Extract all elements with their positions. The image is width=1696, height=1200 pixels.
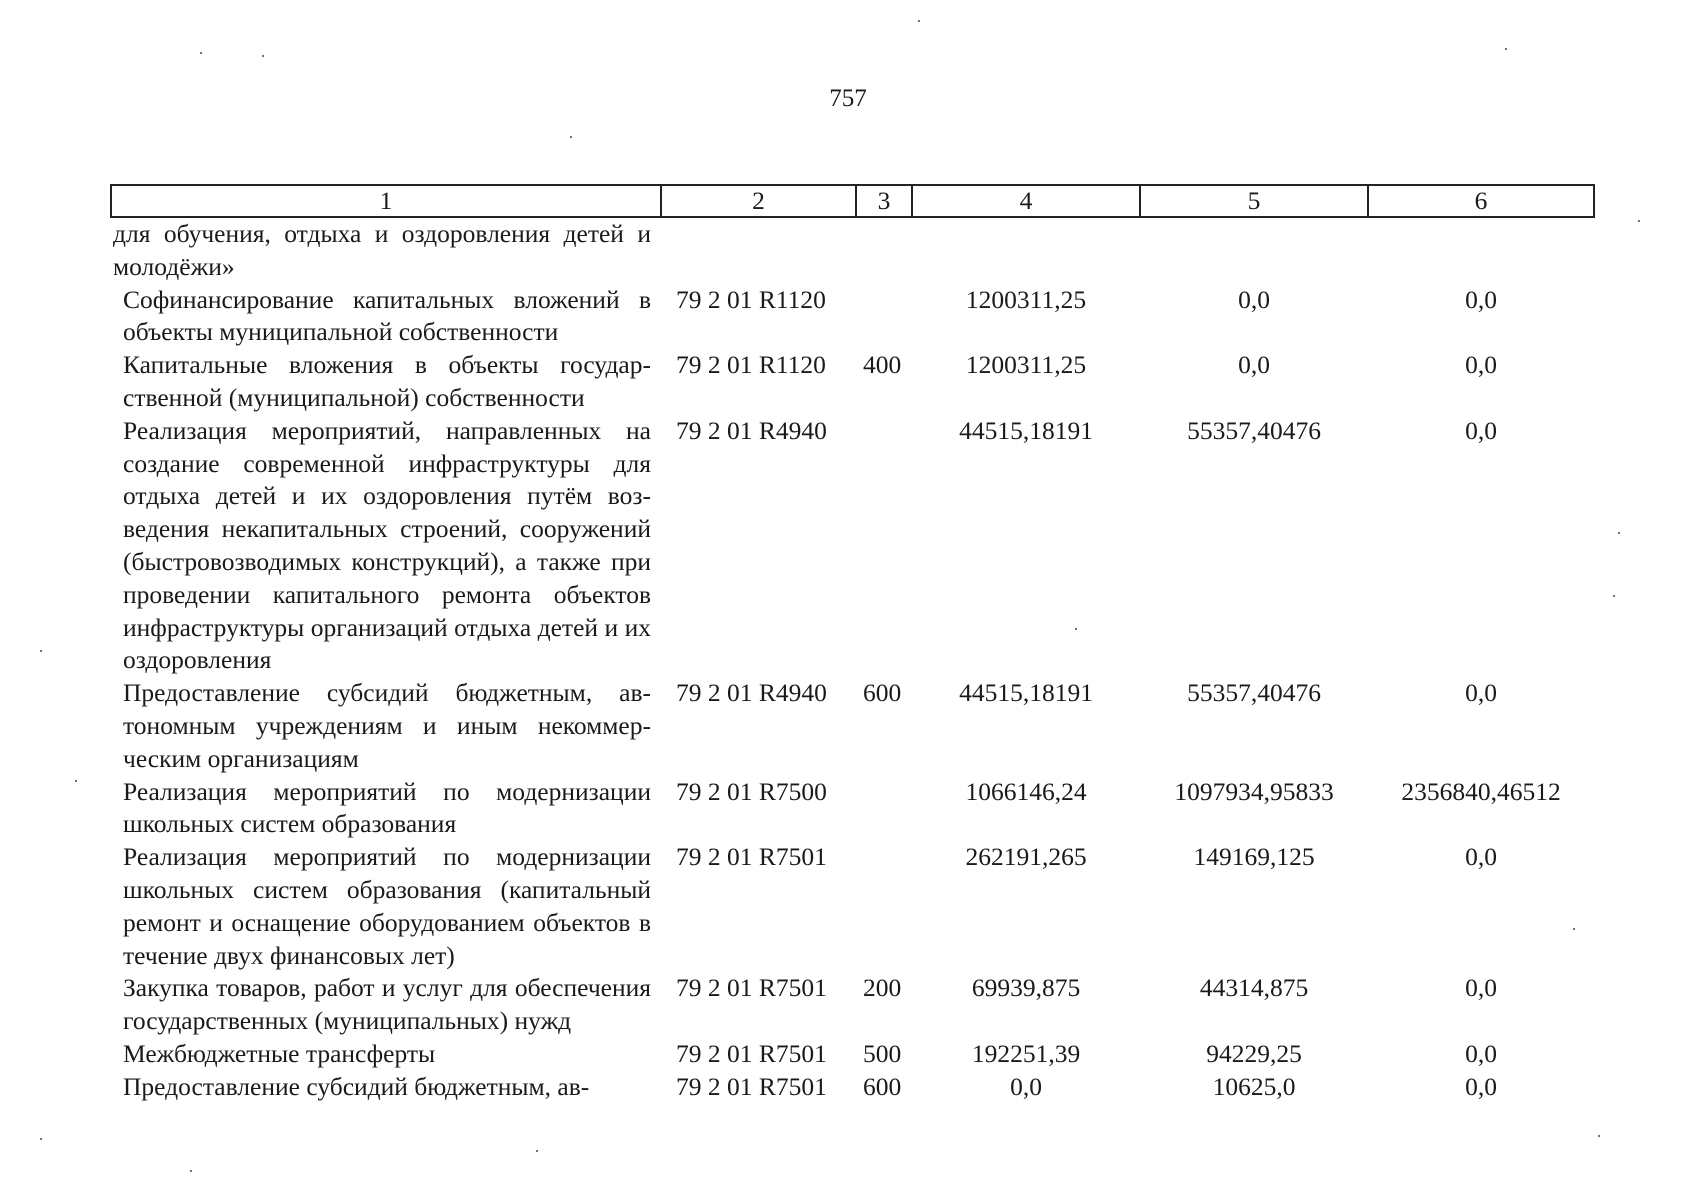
row-value-5: 149169,125 [1193,842,1315,872]
row-value-6: 0,0 [1465,350,1497,380]
row-type: 600 [863,678,902,708]
table-row [111,776,1594,842]
row-name: Закупка товаров, работ и услуг для обеспечения государственных (муниципальных) нужд [123,973,651,1036]
row-value-4: 44515,18191 [959,415,1093,445]
row-value-6: 0,0 [1465,415,1497,445]
row-value-4: 192251,39 [971,1038,1081,1068]
row-value-4: 44515,18191 [959,678,1093,708]
row-value-5: 55357,40476 [1187,678,1321,708]
row-value-4: 1066146,24 [965,776,1087,806]
scan-speck [40,650,42,652]
table-row [111,677,1594,775]
table-row [111,349,1594,415]
header-col-2: 2 [661,185,856,217]
row-type: 600 [863,1071,902,1101]
row-name: Реализация мероприятий по модернизации школьных систем образования (капитальный ремонт и оснащение оборудованием объектов в течение двух финансовых лет) [123,842,651,970]
table-row [111,284,1594,350]
row-type [856,415,912,677]
row-type [856,284,912,350]
table-row [111,415,1594,677]
scan-speck [190,1170,192,1172]
row-name: Реализация мероприятий, направленных на создание современной инфраструктуры для отдыха детей и их оздоровления путём возведения некапитальных строений, сооружений (быстровозводимых конструкций), а также при проведении капитального ремонта объектов инфраструктуры организаций отдыха детей и их оздоровления [123,415,651,675]
row-value-6: 0,0 [1465,973,1497,1003]
row-type: 200 [863,973,902,1003]
scan-speck [1598,1135,1600,1137]
row-value-6: 0,0 [1465,284,1497,314]
row-value-6: 2356840,46512 [1401,776,1561,806]
row-value-5: 55357,40476 [1187,415,1321,445]
row-value-5: 44314,875 [1199,973,1309,1003]
row-code: 79 2 01 R1120 [676,284,826,314]
header-col-3: 3 [856,185,912,217]
row-value-4 [912,217,1140,284]
scan-speck [1638,220,1640,222]
header-col-6: 6 [1368,185,1594,217]
row-code: 79 2 01 R7501 [676,1071,827,1101]
scan-speck [918,20,920,22]
row-value-4: 1200311,25 [965,350,1087,380]
scan-speck [262,55,264,57]
row-code: 79 2 01 R7500 [676,776,827,806]
row-code: 79 2 01 R7501 [676,1038,827,1068]
header-col-4: 4 [912,185,1140,217]
page-number: 757 [829,85,867,112]
row-name: для обучения, отдыха и оздоровления детей и молодёжи» [113,219,651,281]
table-header-row [111,185,1594,217]
scan-speck [570,136,572,138]
row-value-4: 0,0 [1010,1071,1042,1101]
row-value-6: 0,0 [1465,1038,1497,1068]
row-value-6: 0,0 [1465,842,1497,872]
row-value-5: 94229,25 [1206,1038,1302,1068]
row-name: Капитальные вложения в объекты государственной (муниципальной) собственности [123,350,651,412]
row-code: 79 2 01 R4940 [676,678,827,708]
row-type [856,776,912,842]
row-name: Межбюджетные трансферты [123,1038,436,1068]
scan-speck [1075,628,1077,630]
table-row [111,841,1594,972]
row-name: Предоставление субсидий бюджетным, ав- [123,1071,590,1101]
row-value-4: 69939,875 [971,973,1081,1003]
row-code: 79 2 01 R7501 [676,842,827,872]
row-value-6 [1368,217,1594,284]
row-name: Реализация мероприятий по модернизации школьных систем образования [123,776,651,839]
row-name: Предоставление субсидий бюджетным, автономным учреждениям и иным некоммерческим организациям [123,678,651,773]
scan-speck [1505,48,1507,50]
scan-speck [1573,928,1575,930]
row-code: 79 2 01 R1120 [676,350,826,380]
row-value-6: 0,0 [1465,678,1497,708]
row-type: 400 [863,350,902,380]
row-value-5: 0,0 [1238,350,1270,380]
scan-speck [1618,532,1620,534]
table-row [111,217,1594,284]
scan-speck [75,780,77,782]
row-value-6: 0,0 [1465,1071,1497,1101]
scan-speck [1613,595,1615,597]
row-code [661,217,856,284]
header-col-5: 5 [1140,185,1368,217]
row-name: Софинансирование капитальных вложений в объекты муниципальной собственности [123,284,651,347]
row-type: 500 [863,1038,902,1068]
table-row [111,1071,1594,1104]
table-row [111,1038,1594,1071]
row-type [856,841,912,972]
scan-speck [536,1150,538,1152]
row-value-5: 1097934,95833 [1174,776,1334,806]
row-value-5: 0,0 [1238,284,1270,314]
table-row [111,972,1594,1038]
row-value-4: 1200311,25 [965,284,1087,314]
row-value-5: 10625,0 [1212,1071,1296,1101]
row-value-5 [1140,217,1368,284]
header-col-1: 1 [111,185,661,217]
row-code: 79 2 01 R7501 [676,973,827,1003]
budget-table [110,184,1595,1104]
row-code: 79 2 01 R4940 [676,415,827,445]
row-value-4: 262191,265 [965,842,1087,872]
scan-speck [200,52,202,54]
scan-speck [40,1138,42,1140]
row-type [856,217,912,284]
